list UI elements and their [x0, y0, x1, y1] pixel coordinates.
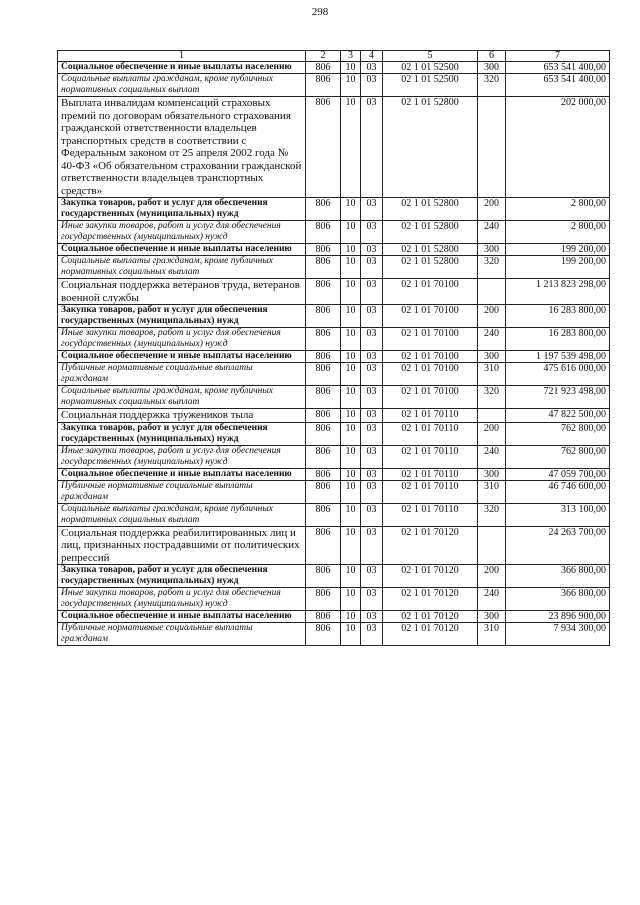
item-name-cell: Социальное обеспечение и иные выплаты населению — [58, 468, 306, 480]
amount-cell: 762 800,00 — [506, 445, 610, 468]
table-row — [58, 97, 610, 198]
table-row — [58, 623, 610, 646]
section-code-cell: 10 — [341, 221, 361, 244]
expense-type-cell: 240 — [478, 588, 506, 611]
table-row — [58, 526, 610, 565]
column-header: 3 — [341, 51, 361, 62]
column-header: 5 — [383, 51, 478, 62]
header-row — [58, 51, 610, 62]
expense-type-cell: 310 — [478, 363, 506, 386]
expense-type-cell: 240 — [478, 328, 506, 351]
column-header: 6 — [478, 51, 506, 62]
subsection-code-cell: 03 — [361, 503, 383, 526]
subsection-code-cell: 03 — [361, 468, 383, 480]
expense-type-cell: 240 — [478, 221, 506, 244]
section-code-cell: 10 — [341, 351, 361, 363]
subsection-code-cell: 03 — [361, 526, 383, 565]
section-code-cell: 10 — [341, 445, 361, 468]
table-row — [58, 480, 610, 503]
item-name-cell: Иные закупки товаров, работ и услуг для обеспечения государственных (муниципальных) нужд — [58, 445, 306, 468]
table-row — [58, 256, 610, 279]
target-article-cell: 02 1 01 70100 — [383, 351, 478, 363]
item-name-cell: Закупка товаров, работ и услуг для обеспечения государственных (муниципальных) нужд — [58, 305, 306, 328]
ministry-code-cell: 806 — [306, 305, 341, 328]
target-article-cell: 02 1 01 70120 — [383, 526, 478, 565]
section-code-cell: 10 — [341, 279, 361, 305]
table-row — [58, 244, 610, 256]
section-code-cell: 10 — [341, 623, 361, 646]
target-article-cell: 02 1 01 52800 — [383, 97, 478, 198]
amount-cell: 721 923 498,00 — [506, 386, 610, 409]
ministry-code-cell: 806 — [306, 198, 341, 221]
ministry-code-cell: 806 — [306, 328, 341, 351]
page-number: 298 — [311, 6, 329, 18]
section-code-cell: 10 — [341, 198, 361, 221]
amount-cell: 653 541 400,00 — [506, 62, 610, 74]
expense-type-cell: 310 — [478, 480, 506, 503]
section-code-cell: 10 — [341, 74, 361, 97]
amount-cell: 7 934 300,00 — [506, 623, 610, 646]
table-row — [58, 62, 610, 74]
item-name-cell: Социальные выплаты гражданам, кроме публичных нормативных социальных выплат — [58, 503, 306, 526]
amount-cell: 24 263 700,00 — [506, 526, 610, 565]
section-code-cell: 10 — [341, 422, 361, 445]
section-code-cell: 10 — [341, 305, 361, 328]
target-article-cell: 02 1 01 70110 — [383, 445, 478, 468]
table-row — [58, 409, 610, 423]
item-name-cell: Публичные нормативные социальные выплаты гражданам — [58, 363, 306, 386]
amount-cell: 23 896 900,00 — [506, 611, 610, 623]
ministry-code-cell: 806 — [306, 503, 341, 526]
ministry-code-cell: 806 — [306, 445, 341, 468]
target-article-cell: 02 1 01 70120 — [383, 611, 478, 623]
table-row — [58, 198, 610, 221]
amount-cell: 199 200,00 — [506, 256, 610, 279]
subsection-code-cell: 03 — [361, 409, 383, 423]
ministry-code-cell: 806 — [306, 526, 341, 565]
subsection-code-cell: 03 — [361, 445, 383, 468]
ministry-code-cell: 806 — [306, 97, 341, 198]
amount-cell: 16 283 800,00 — [506, 305, 610, 328]
target-article-cell: 02 1 01 70100 — [383, 386, 478, 409]
ministry-code-cell: 806 — [306, 386, 341, 409]
section-code-cell: 10 — [341, 588, 361, 611]
ministry-code-cell: 806 — [306, 480, 341, 503]
item-name-cell: Социальное обеспечение и иные выплаты населению — [58, 62, 306, 74]
table-row — [58, 503, 610, 526]
expense-type-cell — [478, 279, 506, 305]
expense-type-cell: 320 — [478, 74, 506, 97]
target-article-cell: 02 1 01 70110 — [383, 409, 478, 423]
expense-type-cell: 320 — [478, 256, 506, 279]
amount-cell: 366 800,00 — [506, 588, 610, 611]
table-row — [58, 565, 610, 588]
section-code-cell: 10 — [341, 62, 361, 74]
target-article-cell: 02 1 01 52800 — [383, 244, 478, 256]
item-name-cell: Социальные выплаты гражданам, кроме публичных нормативных социальных выплат — [58, 386, 306, 409]
table-row — [58, 305, 610, 328]
item-name-cell: Иные закупки товаров, работ и услуг для обеспечения государственных (муниципальных) нужд — [58, 328, 306, 351]
amount-cell: 1 197 539 498,00 — [506, 351, 610, 363]
target-article-cell: 02 1 01 70100 — [383, 363, 478, 386]
table-row — [58, 328, 610, 351]
item-name-cell: Социальное обеспечение и иные выплаты населению — [58, 244, 306, 256]
item-name-cell: Иные закупки товаров, работ и услуг для обеспечения государственных (муниципальных) нужд — [58, 588, 306, 611]
subsection-code-cell: 03 — [361, 279, 383, 305]
table-row — [58, 422, 610, 445]
ministry-code-cell: 806 — [306, 363, 341, 386]
subsection-code-cell: 03 — [361, 422, 383, 445]
column-header: 4 — [361, 51, 383, 62]
item-name-cell: Социальная поддержка реабилитированных лиц и лиц, признанных пострадавшими от политических репрессий — [58, 526, 306, 565]
item-name-cell: Социальная поддержка ветеранов труда, ветеранов военной службы — [58, 279, 306, 305]
ministry-code-cell: 806 — [306, 623, 341, 646]
target-article-cell: 02 1 01 70110 — [383, 480, 478, 503]
expense-type-cell: 310 — [478, 623, 506, 646]
target-article-cell: 02 1 01 70100 — [383, 279, 478, 305]
table-row — [58, 351, 610, 363]
target-article-cell: 02 1 01 52800 — [383, 198, 478, 221]
item-name-cell: Закупка товаров, работ и услуг для обеспечения государственных (муниципальных) нужд — [58, 198, 306, 221]
item-name-cell: Иные закупки товаров, работ и услуг для обеспечения государственных (муниципальных) нужд — [58, 221, 306, 244]
expense-type-cell: 200 — [478, 422, 506, 445]
item-name-cell: Социальные выплаты гражданам, кроме публичных нормативных социальных выплат — [58, 256, 306, 279]
column-header: 2 — [306, 51, 341, 62]
expense-type-cell: 300 — [478, 62, 506, 74]
section-code-cell: 10 — [341, 363, 361, 386]
subsection-code-cell: 03 — [361, 256, 383, 279]
expense-type-cell: 200 — [478, 198, 506, 221]
subsection-code-cell: 03 — [361, 198, 383, 221]
target-article-cell: 02 1 01 52500 — [383, 74, 478, 97]
amount-cell: 313 100,00 — [506, 503, 610, 526]
target-article-cell: 02 1 01 70110 — [383, 503, 478, 526]
table-row — [58, 468, 610, 480]
item-name-cell: Закупка товаров, работ и услуг для обеспечения государственных (муниципальных) нужд — [58, 565, 306, 588]
ministry-code-cell: 806 — [306, 565, 341, 588]
subsection-code-cell: 03 — [361, 386, 383, 409]
subsection-code-cell: 03 — [361, 62, 383, 74]
target-article-cell: 02 1 01 52500 — [383, 62, 478, 74]
ministry-code-cell: 806 — [306, 62, 341, 74]
table-body — [58, 62, 610, 646]
section-code-cell: 10 — [341, 256, 361, 279]
target-article-cell: 02 1 01 70100 — [383, 305, 478, 328]
ministry-code-cell: 806 — [306, 611, 341, 623]
subsection-code-cell: 03 — [361, 351, 383, 363]
target-article-cell: 02 1 01 70110 — [383, 422, 478, 445]
item-name-cell: Социальное обеспечение и иные выплаты населению — [58, 351, 306, 363]
expense-type-cell: 200 — [478, 565, 506, 588]
section-code-cell: 10 — [341, 526, 361, 565]
section-code-cell: 10 — [341, 97, 361, 198]
subsection-code-cell: 03 — [361, 305, 383, 328]
column-header: 1 — [58, 51, 306, 62]
ministry-code-cell: 806 — [306, 74, 341, 97]
amount-cell: 46 746 600,00 — [506, 480, 610, 503]
amount-cell: 16 283 800,00 — [506, 328, 610, 351]
budget-table — [57, 50, 610, 646]
expense-type-cell: 300 — [478, 351, 506, 363]
table-row — [58, 279, 610, 305]
section-code-cell: 10 — [341, 386, 361, 409]
ministry-code-cell: 806 — [306, 279, 341, 305]
section-code-cell: 10 — [341, 565, 361, 588]
subsection-code-cell: 03 — [361, 97, 383, 198]
amount-cell: 202 000,00 — [506, 97, 610, 198]
amount-cell: 47 059 700,00 — [506, 468, 610, 480]
table-row — [58, 386, 610, 409]
item-name-cell: Социальные выплаты гражданам, кроме публичных нормативных социальных выплат — [58, 74, 306, 97]
subsection-code-cell: 03 — [361, 221, 383, 244]
amount-cell: 2 800,00 — [506, 221, 610, 244]
subsection-code-cell: 03 — [361, 363, 383, 386]
expense-type-cell: 200 — [478, 305, 506, 328]
table-row — [58, 445, 610, 468]
target-article-cell: 02 1 01 70120 — [383, 623, 478, 646]
section-code-cell: 10 — [341, 503, 361, 526]
subsection-code-cell: 03 — [361, 565, 383, 588]
section-code-cell: 10 — [341, 244, 361, 256]
target-article-cell: 02 1 01 52800 — [383, 256, 478, 279]
amount-cell: 762 800,00 — [506, 422, 610, 445]
ministry-code-cell: 806 — [306, 244, 341, 256]
target-article-cell: 02 1 01 70120 — [383, 588, 478, 611]
target-article-cell: 02 1 01 70120 — [383, 565, 478, 588]
item-name-cell: Публичные нормативные социальные выплаты гражданам — [58, 480, 306, 503]
ministry-code-cell: 806 — [306, 409, 341, 423]
ministry-code-cell: 806 — [306, 256, 341, 279]
expense-type-cell: 240 — [478, 445, 506, 468]
amount-cell: 47 822 500,00 — [506, 409, 610, 423]
ministry-code-cell: 806 — [306, 468, 341, 480]
subsection-code-cell: 03 — [361, 244, 383, 256]
expense-type-cell — [478, 97, 506, 198]
section-code-cell: 10 — [341, 328, 361, 351]
expense-type-cell — [478, 526, 506, 565]
item-name-cell: Закупка товаров, работ и услуг для обеспечения государственных (муниципальных) нужд — [58, 422, 306, 445]
subsection-code-cell: 03 — [361, 74, 383, 97]
ministry-code-cell: 806 — [306, 221, 341, 244]
table-row — [58, 611, 610, 623]
subsection-code-cell: 03 — [361, 328, 383, 351]
amount-cell: 1 213 823 298,00 — [506, 279, 610, 305]
amount-cell: 199 200,00 — [506, 244, 610, 256]
expense-type-cell: 300 — [478, 468, 506, 480]
section-code-cell: 10 — [341, 468, 361, 480]
table-row — [58, 74, 610, 97]
table-row — [58, 588, 610, 611]
amount-cell: 2 800,00 — [506, 198, 610, 221]
section-code-cell: 10 — [341, 409, 361, 423]
expense-type-cell: 300 — [478, 244, 506, 256]
table-row — [58, 363, 610, 386]
ministry-code-cell: 806 — [306, 422, 341, 445]
section-code-cell: 10 — [341, 480, 361, 503]
expense-type-cell: 320 — [478, 503, 506, 526]
amount-cell: 475 616 000,00 — [506, 363, 610, 386]
column-header: 7 — [506, 51, 610, 62]
target-article-cell: 02 1 01 70100 — [383, 328, 478, 351]
amount-cell: 366 800,00 — [506, 565, 610, 588]
target-article-cell: 02 1 01 52800 — [383, 221, 478, 244]
target-article-cell: 02 1 01 70110 — [383, 468, 478, 480]
expense-type-cell — [478, 409, 506, 423]
subsection-code-cell: 03 — [361, 588, 383, 611]
amount-cell: 653 541 400,00 — [506, 74, 610, 97]
item-name-cell: Выплата инвалидам компенсаций страховых премий по договорам обязательного страхования гражданской ответственности владельцев транспортных средств в соответствии с Федеральным законом от 25 апреля 2002 года № 40-ФЗ «Об обязательном страховании гражданской ответственности владельцев транспортных средств» — [58, 97, 306, 198]
expense-type-cell: 320 — [478, 386, 506, 409]
subsection-code-cell: 03 — [361, 480, 383, 503]
ministry-code-cell: 806 — [306, 588, 341, 611]
section-code-cell: 10 — [341, 611, 361, 623]
item-name-cell: Социальное обеспечение и иные выплаты населению — [58, 611, 306, 623]
expense-type-cell: 300 — [478, 611, 506, 623]
table-row — [58, 221, 610, 244]
item-name-cell: Социальная поддержка тружеников тыла — [58, 409, 306, 423]
ministry-code-cell: 806 — [306, 351, 341, 363]
item-name-cell: Публичные нормативные социальные выплаты гражданам — [58, 623, 306, 646]
subsection-code-cell: 03 — [361, 623, 383, 646]
subsection-code-cell: 03 — [361, 611, 383, 623]
